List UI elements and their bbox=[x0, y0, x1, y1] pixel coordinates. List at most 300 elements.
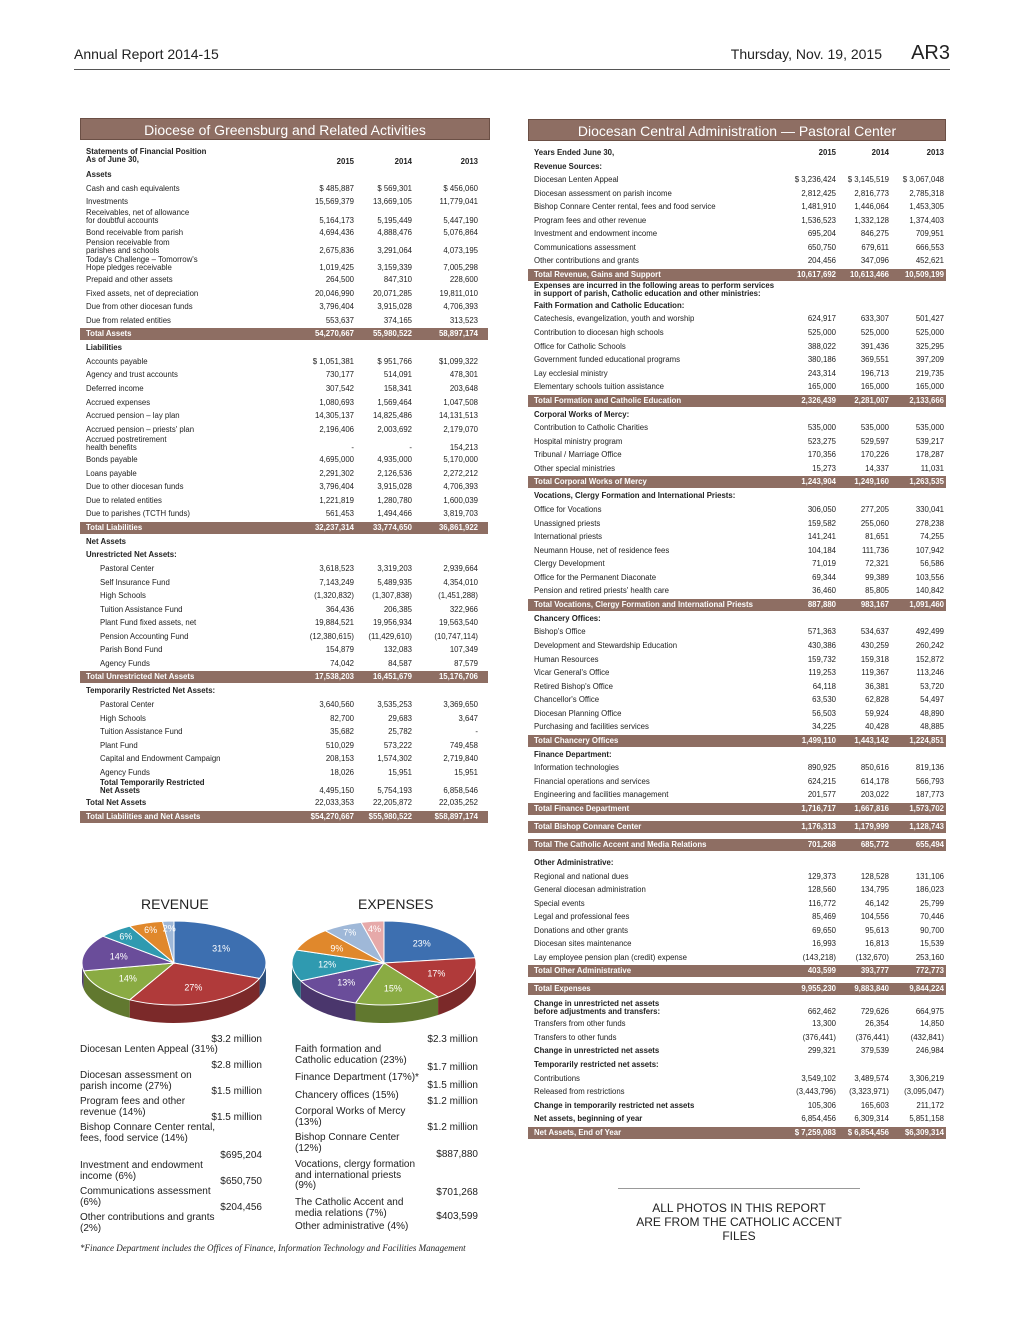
table-row bbox=[528, 951, 946, 965]
value-2013: 219,735 bbox=[915, 368, 944, 378]
row-label: High Schools bbox=[100, 713, 146, 723]
row-label: Diocesan sites maintenance bbox=[534, 939, 632, 949]
value-2014: 1,443,142 bbox=[854, 735, 889, 745]
value-2013: 1,453,305 bbox=[909, 202, 944, 212]
legend-item-name: Diocesan Lenten Appeal (31%) bbox=[80, 1044, 218, 1055]
value-2013: 74,255 bbox=[920, 532, 944, 542]
row-label: Faith Formation and Catholic Education: bbox=[534, 300, 685, 310]
value-2014: 132,083 bbox=[383, 645, 412, 655]
row-label: Change in temporarily restricted net assets bbox=[534, 1100, 695, 1110]
table-row bbox=[528, 1058, 946, 1072]
table-row bbox=[528, 666, 946, 680]
value-2015: 2,291,302 bbox=[319, 468, 354, 478]
table-row bbox=[80, 779, 488, 796]
legend-item-value: $1.7 million bbox=[427, 1061, 478, 1073]
value-2015: $ 485,887 bbox=[319, 183, 354, 193]
table-row bbox=[528, 720, 946, 734]
row-label: Total Revenue, Gains and Support bbox=[534, 269, 661, 279]
row-label: Pension Accounting Fund bbox=[100, 631, 189, 641]
row-label: Contribution to diocesan high schools bbox=[534, 328, 664, 338]
value-2015: 264,500 bbox=[325, 275, 354, 285]
total-row bbox=[528, 1127, 946, 1139]
value-2015: 2,675,836 bbox=[319, 246, 354, 256]
value-2014: 5,489,935 bbox=[377, 577, 412, 587]
value-2013: 666,553 bbox=[915, 242, 944, 252]
revenue-slice-label: 6% bbox=[144, 925, 158, 936]
value-2013: 2,133,666 bbox=[909, 395, 944, 405]
row-label: International priests bbox=[534, 532, 603, 542]
row-label: Office for Vocations bbox=[534, 505, 602, 515]
row-label: Tribunal / Marriage Office bbox=[534, 450, 622, 460]
table-row bbox=[528, 1000, 946, 1017]
table-row bbox=[80, 287, 488, 301]
row-label: Pension and retired priests' health care bbox=[534, 586, 669, 596]
value-2015: 69,650 bbox=[812, 925, 836, 935]
value-2014: 36,381 bbox=[865, 681, 889, 691]
value-2015: 1,481,910 bbox=[801, 202, 836, 212]
row-label bbox=[534, 282, 774, 298]
value-2015: $ 1,051,381 bbox=[312, 356, 354, 366]
value-2015: 154,879 bbox=[325, 645, 354, 655]
value-2014: 6,309,314 bbox=[854, 1114, 889, 1124]
legend-item-value: $1.5 million bbox=[211, 1085, 262, 1097]
expenses-slice-label: 7% bbox=[343, 927, 357, 938]
table-row bbox=[80, 725, 488, 739]
value-2014: 81,651 bbox=[865, 532, 889, 542]
value-2014: 22,205,872 bbox=[372, 798, 412, 808]
row-label: Other Administrative: bbox=[534, 857, 614, 867]
row-gap bbox=[528, 978, 946, 982]
row-label: Diocesan Planning Office bbox=[534, 708, 622, 718]
table-row bbox=[80, 507, 488, 521]
value-2013: 3,819,703 bbox=[443, 509, 478, 519]
value-2015: 306,050 bbox=[807, 505, 836, 515]
legend-item-name: Other contributions and grants (2%) bbox=[80, 1212, 215, 1234]
legend-item-name: Vocations, clergy formation and international priests (9%) bbox=[295, 1159, 416, 1191]
table-row bbox=[528, 1099, 946, 1113]
value-2015: 165,000 bbox=[807, 382, 836, 392]
value-2015: (1,320,832) bbox=[314, 591, 354, 601]
value-2013: 3,306,219 bbox=[909, 1073, 944, 1083]
table-row bbox=[528, 937, 946, 951]
row-label: Total Chancery Offices bbox=[534, 735, 619, 745]
value-2013: (1,451,288) bbox=[438, 591, 478, 601]
table-row bbox=[528, 856, 946, 870]
legend-item-value: $3.2 million bbox=[211, 1033, 262, 1045]
value-2015: 36,460 bbox=[812, 586, 836, 596]
row-label: Due to other diocesan funds bbox=[86, 482, 184, 492]
value-2015: 129,373 bbox=[807, 871, 836, 881]
row-label: Special events bbox=[534, 898, 585, 908]
row-label: Lay employee pension plan (credit) expense bbox=[534, 952, 687, 962]
value-2015: 307,542 bbox=[325, 384, 354, 394]
row-label bbox=[86, 148, 206, 164]
value-2015: 54,270,667 bbox=[314, 329, 354, 339]
row-label: Information technologies bbox=[534, 763, 619, 773]
value-2013: $ 456,060 bbox=[443, 183, 478, 193]
value-2013: 113,246 bbox=[916, 668, 944, 678]
value-2014: 3,159,339 bbox=[377, 263, 412, 273]
revenue-slice-label: 2% bbox=[162, 923, 176, 934]
value-2015: 105,306 bbox=[807, 1100, 836, 1110]
value-2014: 84,587 bbox=[388, 658, 412, 668]
legend-item-value: $695,204 bbox=[220, 1149, 262, 1161]
value-2014: 128,528 bbox=[860, 871, 889, 881]
value-2015: 32,237,314 bbox=[314, 522, 354, 532]
table-row bbox=[528, 173, 946, 187]
value-2015: 5,164,173 bbox=[319, 215, 354, 225]
legend-item-value: $403,599 bbox=[436, 1210, 478, 1222]
value-2015: 13,300 bbox=[812, 1019, 836, 1029]
value-2015: 2,196,406 bbox=[319, 424, 354, 434]
legend-item-name: Program fees and other revenue (14%) bbox=[80, 1096, 186, 1118]
table-row bbox=[528, 924, 946, 938]
expenses-legend bbox=[295, 1033, 478, 1235]
row-label: Total Vocations, Clergy Formation and International Priests bbox=[534, 599, 753, 609]
value-2013: 11,031 bbox=[920, 463, 944, 473]
value-2014: $ 6,854,456 bbox=[847, 1127, 889, 1137]
row-label: General diocesan administration bbox=[534, 885, 646, 895]
table-row bbox=[80, 226, 488, 240]
row-label-line-2: As of June 30, bbox=[86, 155, 139, 164]
table-row bbox=[528, 353, 946, 367]
legend-item-value: $701,268 bbox=[436, 1186, 478, 1198]
value-2015: 208,153 bbox=[325, 754, 354, 764]
row-label: Chancery Offices: bbox=[534, 613, 601, 623]
value-2013: 7,005,298 bbox=[443, 263, 478, 273]
table-row bbox=[528, 408, 946, 422]
value-2013: 749,458 bbox=[449, 740, 478, 750]
value-2015: 4,495,150 bbox=[319, 786, 354, 796]
table-row bbox=[80, 209, 488, 226]
value-2013: 87,579 bbox=[454, 658, 478, 668]
expenses-slice-label: 13% bbox=[337, 977, 356, 988]
value-2013: 709,951 bbox=[915, 229, 944, 239]
row-label-line-2: in support of parish, Catholic education and other ministries: bbox=[534, 288, 761, 298]
table-row bbox=[528, 625, 946, 639]
row-label: Plant Fund bbox=[100, 740, 138, 750]
value-2014: 2,281,007 bbox=[854, 395, 889, 405]
table-row bbox=[80, 494, 488, 508]
expenses-slice-label: 4% bbox=[368, 923, 382, 934]
row-label: Other special ministries bbox=[534, 463, 616, 473]
value-2015: 3,796,404 bbox=[319, 302, 354, 312]
table-row bbox=[528, 557, 946, 571]
row-label: Deferred income bbox=[86, 384, 144, 394]
value-2014: 14,825,486 bbox=[372, 411, 412, 421]
row-label: Transfers to other funds bbox=[534, 1032, 617, 1042]
value-2014: 3,915,028 bbox=[377, 482, 412, 492]
total-row bbox=[528, 983, 946, 995]
row-label: Temporarily restricted net assets: bbox=[534, 1059, 659, 1069]
value-2015: 624,917 bbox=[807, 314, 836, 324]
table-row bbox=[528, 421, 946, 435]
table-row bbox=[80, 589, 488, 603]
row-label: Accrued pension – priests' plan bbox=[86, 424, 195, 434]
value-2015: (143,218) bbox=[802, 952, 836, 962]
value-2014: 25,782 bbox=[388, 727, 412, 737]
value-2013: 2013 bbox=[460, 157, 478, 166]
value-2014: 55,980,522 bbox=[372, 329, 412, 339]
value-2014: 374,165 bbox=[383, 315, 412, 325]
value-2015: 3,796,404 bbox=[319, 482, 354, 492]
row-label: Temporarily Restricted Net Assets: bbox=[86, 686, 216, 696]
row-label: Fixed assets, net of depreciation bbox=[86, 288, 199, 298]
table-row bbox=[528, 707, 946, 721]
value-2015: 1,499,110 bbox=[801, 735, 836, 745]
legend-item-name: Communications assessment (6%) bbox=[80, 1186, 211, 1208]
value-2015: 535,000 bbox=[807, 423, 836, 433]
value-2014: 104,556 bbox=[860, 912, 889, 922]
table-row bbox=[528, 1112, 946, 1126]
value-2015: $54,270,667 bbox=[310, 811, 354, 821]
legend-item-name: Other administrative (4%) bbox=[295, 1221, 409, 1232]
value-2015: 85,469 bbox=[812, 912, 836, 922]
value-2014: 13,669,105 bbox=[372, 197, 412, 207]
value-2015: $ 7,259,083 bbox=[794, 1127, 836, 1137]
revenue-slice-label: 31% bbox=[212, 943, 231, 954]
value-2013: 54,497 bbox=[920, 695, 944, 705]
row-label-line-2: Hope pledges receivable bbox=[86, 263, 172, 273]
total-row bbox=[528, 735, 946, 747]
table-row bbox=[528, 761, 946, 775]
value-2014: 3,535,253 bbox=[377, 699, 412, 709]
value-2013: 10,509,199 bbox=[904, 269, 944, 279]
value-2015: 1,176,313 bbox=[801, 821, 836, 831]
row-label: Prepaid and other assets bbox=[86, 275, 173, 285]
row-label-line-1: Pension receivable from bbox=[86, 238, 170, 248]
value-2013: 165,000 bbox=[915, 382, 944, 392]
value-2014: (1,307,838) bbox=[372, 591, 412, 601]
value-2013: 11,779,041 bbox=[439, 197, 478, 207]
row-label: Investment and endowment income bbox=[534, 229, 658, 239]
row-label: Agency Funds bbox=[100, 658, 150, 668]
table-row bbox=[528, 489, 946, 503]
value-2013: 1,374,403 bbox=[909, 215, 944, 225]
value-2014: 729,626 bbox=[860, 1007, 889, 1017]
value-2015: - bbox=[351, 443, 354, 453]
value-2013: 4,706,393 bbox=[443, 482, 478, 492]
expenses-slice-label: 17% bbox=[427, 968, 446, 979]
value-2015: 9,955,230 bbox=[801, 984, 836, 994]
row-label: Total Bishop Connare Center bbox=[534, 821, 642, 831]
row-label: Pastoral Center bbox=[100, 564, 155, 574]
value-2015: 730,177 bbox=[325, 370, 354, 380]
value-2013: 107,349 bbox=[449, 645, 478, 655]
total-row bbox=[528, 269, 946, 281]
value-2013: - bbox=[475, 727, 478, 737]
table-row bbox=[528, 462, 946, 476]
value-2014: 72,321 bbox=[865, 559, 889, 569]
value-2013: 4,354,010 bbox=[443, 577, 478, 587]
table-row bbox=[80, 195, 488, 209]
value-2014: 111,736 bbox=[861, 545, 889, 555]
value-2015: 34,225 bbox=[812, 722, 836, 732]
value-2013: 1,573,702 bbox=[909, 803, 944, 813]
row-label: Cash and cash equivalents bbox=[86, 183, 180, 193]
table-row bbox=[528, 748, 946, 762]
value-2015: 571,363 bbox=[807, 627, 836, 637]
value-2013: 36,861,922 bbox=[438, 522, 478, 532]
table-row bbox=[528, 448, 946, 462]
value-2015: 2015 bbox=[336, 157, 354, 166]
value-2015: 1,221,819 bbox=[319, 495, 354, 505]
value-2013: 9,844,224 bbox=[909, 984, 944, 994]
total-row bbox=[528, 476, 946, 488]
value-2013: 56,586 bbox=[920, 559, 944, 569]
value-2013: 58,897,174 bbox=[438, 329, 478, 339]
value-2015: 510,029 bbox=[325, 740, 354, 750]
value-2015: 7,143,249 bbox=[319, 577, 354, 587]
table-row bbox=[80, 548, 488, 562]
value-2015: 201,577 bbox=[807, 790, 836, 800]
row-label: Lay ecclesial ministry bbox=[534, 368, 608, 378]
value-2014: 5,195,449 bbox=[377, 215, 412, 225]
value-2014: 196,713 bbox=[860, 368, 889, 378]
value-2013: 140,842 bbox=[915, 586, 944, 596]
value-2015: 64,118 bbox=[812, 681, 836, 691]
row-label: Plant Fund fixed assets, net bbox=[100, 618, 197, 628]
value-2014: 3,915,028 bbox=[377, 302, 412, 312]
row-label-line-1: Change in unrestricted net assets bbox=[534, 999, 660, 1009]
publication-date: Thursday, Nov. 19, 2015 bbox=[730, 46, 882, 62]
total-row bbox=[528, 395, 946, 407]
value-2014: 1,574,302 bbox=[377, 754, 412, 764]
value-2014: 573,222 bbox=[383, 740, 412, 750]
value-2015: 701,268 bbox=[807, 839, 836, 849]
value-2015: 624,215 bbox=[807, 776, 836, 786]
legend-item-value: $1.5 million bbox=[427, 1079, 478, 1091]
value-2013: 19,811,010 bbox=[439, 288, 478, 298]
photo-credit-line-1: ALL PHOTOS IN THIS REPORT bbox=[652, 1201, 826, 1215]
photo-credit-line-2: ARE FROM THE CATHOLIC ACCENT FILES bbox=[636, 1215, 842, 1243]
row-label: Tuition Assistance Fund bbox=[100, 604, 183, 614]
value-2014: 15,951 bbox=[388, 767, 412, 777]
value-2014: 369,551 bbox=[860, 355, 889, 365]
value-2014: 10,613,466 bbox=[849, 269, 889, 279]
value-2014: 16,451,679 bbox=[372, 672, 412, 682]
legend-item-value: $204,456 bbox=[220, 1201, 262, 1213]
footnote: *Finance Department includes the Offices of Finance, Information Technology and Facilities Management bbox=[80, 1243, 466, 1253]
table-row bbox=[528, 160, 946, 174]
value-2014: 3,319,203 bbox=[377, 564, 412, 574]
value-2014: 29,683 bbox=[388, 713, 412, 723]
left-section-banner: Diocese of Greensburg and Related Activities bbox=[80, 118, 490, 140]
row-label: Chancellor's Office bbox=[534, 695, 600, 705]
table-row bbox=[528, 435, 946, 449]
revenue-slice-label: 27% bbox=[184, 982, 203, 993]
value-2014: 4,935,000 bbox=[377, 455, 412, 465]
total-row bbox=[528, 839, 946, 851]
value-2014: 19,956,934 bbox=[372, 618, 412, 628]
value-2015: 159,582 bbox=[807, 518, 836, 528]
value-2013: 525,000 bbox=[915, 328, 944, 338]
row-label: Vocations, Clergy Formation and International Priests: bbox=[534, 491, 736, 501]
value-2013: $6,309,314 bbox=[904, 1127, 944, 1137]
row-label: Bishop's Office bbox=[534, 627, 586, 637]
value-2013: 1,600,039 bbox=[443, 495, 478, 505]
row-label: Hospital ministry program bbox=[534, 436, 623, 446]
value-2015: 19,884,521 bbox=[314, 618, 354, 628]
revenue-chart-title: REVENUE bbox=[141, 896, 209, 912]
value-2014: 846,275 bbox=[860, 229, 889, 239]
value-2014: 3,291,064 bbox=[377, 246, 412, 256]
total-row bbox=[80, 671, 488, 683]
value-2015: 16,993 bbox=[812, 939, 836, 949]
value-2013: 107,942 bbox=[915, 545, 944, 555]
row-label: Parish Bond Fund bbox=[100, 645, 163, 655]
value-2014: 1,280,780 bbox=[377, 495, 412, 505]
value-2013: 278,238 bbox=[915, 518, 944, 528]
row-label: Contribution to Catholic Charities bbox=[534, 423, 648, 433]
value-2015: 403,599 bbox=[807, 966, 836, 976]
value-2013: 22,035,252 bbox=[438, 798, 478, 808]
row-label: Purchasing and facilities services bbox=[534, 722, 649, 732]
value-2013: $ 3,067,048 bbox=[902, 175, 944, 185]
value-2013: 25,799 bbox=[920, 898, 944, 908]
value-2015: 119,253 bbox=[808, 668, 836, 678]
row-label-line-1: Expenses are incurred in the following areas to perform services bbox=[534, 280, 775, 290]
value-2015: 104,184 bbox=[807, 545, 836, 555]
value-2014: 255,060 bbox=[860, 518, 889, 528]
value-2015: 1,080,693 bbox=[319, 397, 354, 407]
revenue-legend bbox=[80, 1033, 262, 1235]
row-label: Investments bbox=[86, 197, 129, 207]
row-label: Agency Funds bbox=[100, 767, 150, 777]
row-label: Vicar General's Office bbox=[534, 668, 610, 678]
table-row bbox=[80, 562, 488, 576]
table-row bbox=[80, 436, 488, 453]
table-row bbox=[80, 712, 488, 726]
value-2014: 158,341 bbox=[383, 384, 412, 394]
value-2015: 18,026 bbox=[330, 767, 354, 777]
row-label: Tuition Assistance Fund bbox=[100, 727, 183, 737]
value-2014: 95,613 bbox=[865, 925, 889, 935]
value-2014: 170,226 bbox=[860, 450, 889, 460]
table-row bbox=[80, 341, 488, 355]
row-label: Diocesan assessment on parish income bbox=[534, 188, 672, 198]
value-2013: 14,131,513 bbox=[438, 411, 478, 421]
value-2015: 2,812,425 bbox=[801, 188, 836, 198]
row-label: Due from related entities bbox=[86, 315, 171, 325]
value-2014: 529,597 bbox=[860, 436, 889, 446]
table-row bbox=[528, 367, 946, 381]
table-row bbox=[528, 282, 946, 299]
value-2013: 15,951 bbox=[454, 767, 478, 777]
value-2014: 1,249,160 bbox=[854, 477, 889, 487]
table-row bbox=[80, 273, 488, 287]
value-2013: 15,539 bbox=[920, 939, 944, 949]
row-label-line-2: for doubtful accounts bbox=[86, 215, 159, 225]
table-row bbox=[528, 1017, 946, 1031]
legend-item-name: Diocesan assessment on parish income (27%) bbox=[80, 1070, 192, 1092]
row-label: Total Other Administrative bbox=[534, 966, 632, 976]
row-label: Catechesis, evangelization, youth and worship bbox=[534, 314, 695, 324]
value-2013: 452,621 bbox=[915, 256, 944, 266]
table-row bbox=[80, 239, 488, 256]
value-2015: 15,273 bbox=[812, 463, 836, 473]
value-2013: 664,975 bbox=[915, 1007, 944, 1017]
row-label: Due from other diocesan funds bbox=[86, 302, 193, 312]
value-2013: 819,136 bbox=[915, 763, 944, 773]
legend-item-value: $1.5 million bbox=[211, 1111, 262, 1123]
row-label: Total Assets bbox=[86, 329, 132, 339]
page-header bbox=[74, 40, 950, 70]
financial-position-table bbox=[80, 148, 488, 824]
table-row bbox=[80, 535, 488, 549]
legend-item-name: The Catholic Accent and media relations (7%) bbox=[295, 1197, 404, 1219]
value-2014: 633,307 bbox=[860, 314, 889, 324]
